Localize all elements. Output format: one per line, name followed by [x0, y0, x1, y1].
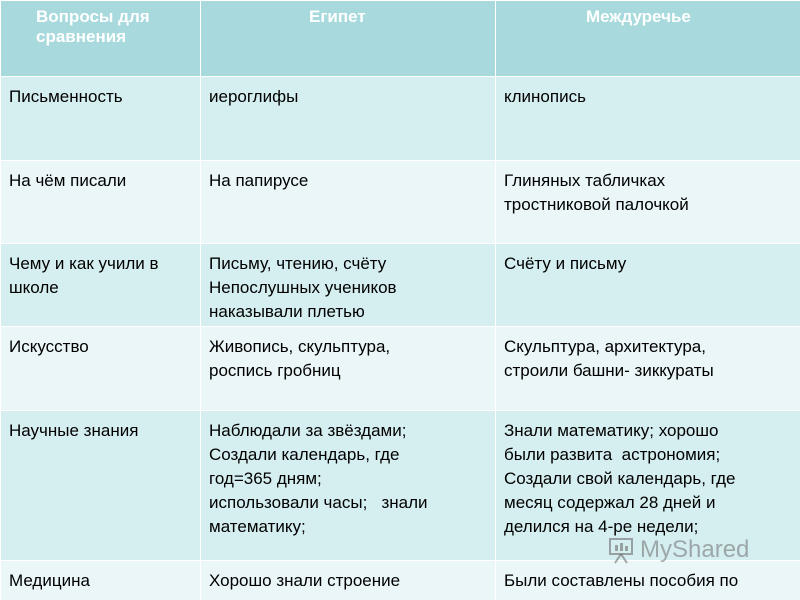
cell-line: Хорошо знали строение	[209, 571, 401, 590]
header-egypt: Египет	[201, 1, 496, 77]
cell-line: Создали календарь, где	[209, 445, 400, 464]
cell-line: Знали математику; хорошо	[504, 421, 719, 440]
cell-line: наказывали плетью	[209, 302, 365, 321]
row-mesopotamia	[496, 244, 800, 327]
cell-line: делился на 4-ре недели;	[504, 517, 699, 536]
cell-line: Глиняных табличках	[504, 171, 666, 190]
table-row	[1, 327, 800, 411]
cell-line: Наблюдали за звёздами;	[209, 421, 407, 440]
watermark-text: MyShared	[640, 536, 750, 563]
cell-line: Непослушных учеников	[209, 278, 397, 297]
table-row	[1, 161, 800, 244]
cell-line: строили башни- зиккураты	[504, 361, 714, 380]
row-egypt	[201, 77, 496, 161]
cell-line: Были составлены пособия по	[504, 571, 739, 590]
cell-line: иероглифы	[209, 87, 299, 106]
cell-line: тростниковой палочкой	[504, 195, 689, 214]
row-question: Медицина	[1, 561, 201, 600]
watermark	[608, 536, 749, 564]
cell-line: месяц содержал 28 дней и	[504, 493, 716, 512]
header-mesopotamia: Междуречье	[496, 1, 800, 77]
cell-line: клинопись	[504, 87, 586, 106]
cell-line: На папирусе	[209, 171, 309, 190]
cell-line: Скульптура, архитектура,	[504, 337, 706, 356]
cell-line: были развита астрономия;	[504, 445, 721, 464]
row-question: Письменность	[1, 77, 201, 161]
presentation-board-icon	[608, 536, 634, 564]
cell-line: роспись гробниц	[209, 361, 341, 380]
row-question: На чём писали	[1, 161, 201, 244]
cell-line: использовали часы; знали	[209, 493, 428, 512]
row-egypt	[201, 561, 496, 600]
row-question: Чему и как учили в школе	[1, 244, 201, 327]
cell-line: математику;	[209, 517, 306, 536]
cell-line: год=365 дням;	[209, 469, 322, 488]
row-question: Искусство	[1, 327, 201, 411]
table-row	[1, 561, 800, 600]
cell-line: Счёту и письму	[504, 254, 627, 273]
row-mesopotamia	[496, 561, 800, 600]
row-egypt	[201, 411, 496, 561]
table-row	[1, 77, 800, 161]
table-header-row	[1, 1, 800, 77]
row-egypt	[201, 327, 496, 411]
cell-line: Создали свой календарь, где	[504, 469, 736, 488]
table-row	[1, 244, 800, 327]
cell-line: Письму, чтению, счёту	[209, 254, 387, 273]
row-egypt	[201, 161, 496, 244]
cell-line: Живопись, скульптура,	[209, 337, 391, 356]
header-questions: Вопросы для сравнения	[1, 1, 201, 77]
row-egypt	[201, 244, 496, 327]
row-mesopotamia	[496, 327, 800, 411]
row-question: Научные знания	[1, 411, 201, 561]
row-mesopotamia	[496, 77, 800, 161]
row-mesopotamia	[496, 161, 800, 244]
